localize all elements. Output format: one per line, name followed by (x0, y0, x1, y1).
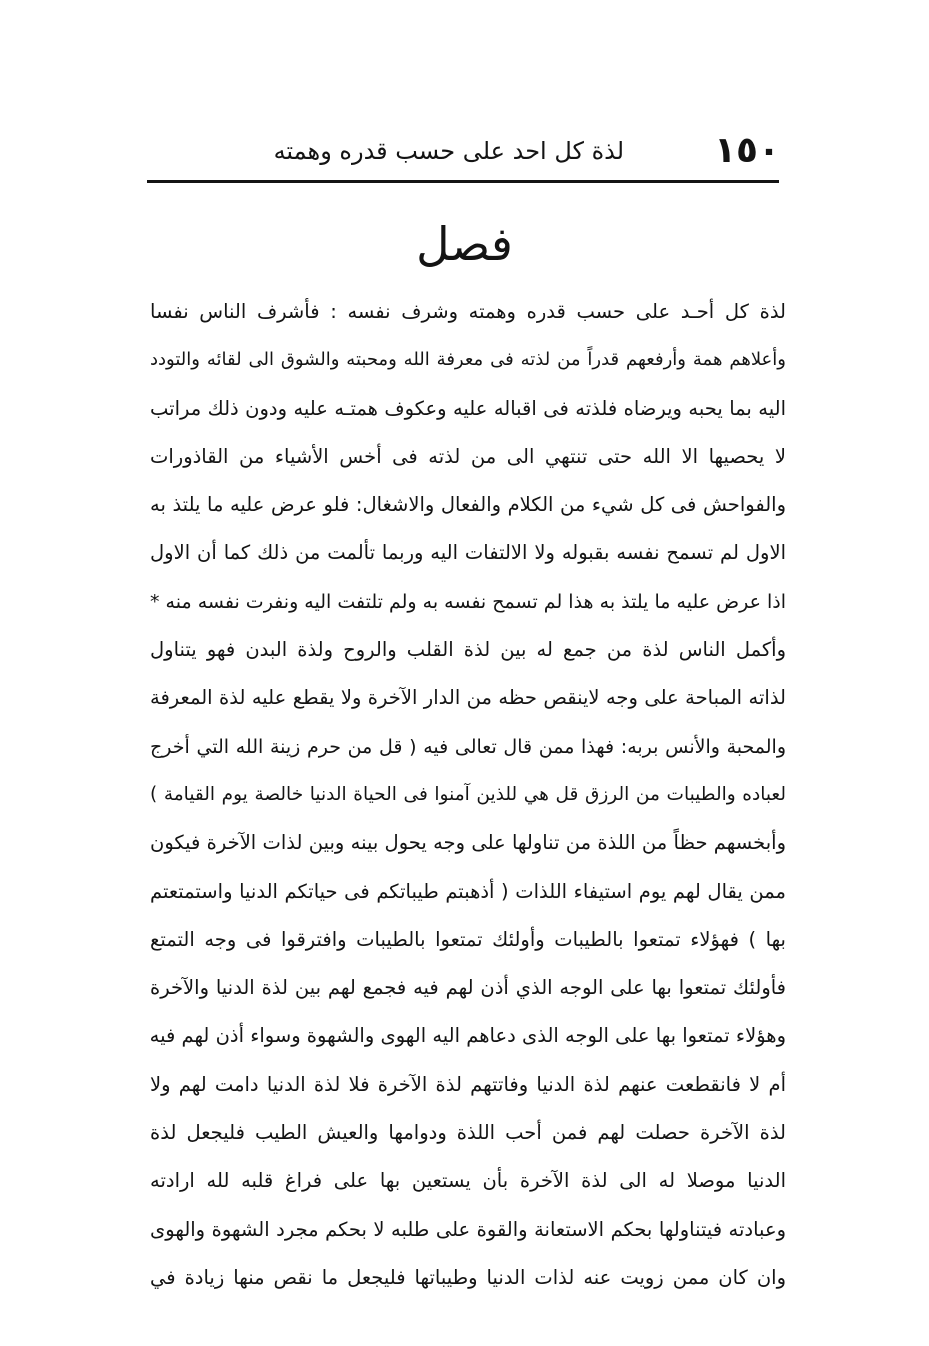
text-line: لذة كل أحـد على حسب قدره وهمته وشرف نفسه : فأشرف الناس نفسا (150, 300, 786, 323)
text-line: لا يحصيها الا الله حتى تنتهي الى من لذته فى أخس الأشياء من القاذورات (150, 444, 786, 468)
page-number: ١٥٠ (714, 130, 780, 171)
text-line: لذة الآخرة حصلت لهم فمن أحب اللذة ودوامها والعيش الطيب فليجعل لذة (150, 1121, 786, 1145)
text-line: الدنيا موصلا له الى لذة الآخرة بأن يستعين بها على فراغ قلبه لله ارادته (150, 1169, 786, 1193)
text-line: وان كان ممن زويت عنه لذات الدنيا وطيباتها فليجعل ما نقص منها زيادة في (150, 1265, 786, 1289)
text-line: لذاته المباحة على وجه لاينقص حظه من الدار الآخرة ولا يقطع عليه لذة المعرفة (150, 686, 786, 710)
text-line: والفواحش فى كل شيء من الكلام والفعال والاشغال: فلو عرض عليه ما يلتذ به (150, 493, 786, 517)
text-line: فأولئك تمتعوا بها على الوجه الذي أذن لهم فيه فجمع لهم بين لذة الدنيا والآخرة (150, 976, 786, 1000)
text-line: لعباده والطيبات من الرزق قل هي للذين آمنوا فى الحياة الدنيا خالصة يوم القيامة ) (150, 783, 786, 805)
text-line: اذا عرض عليه ما يلتذ به هذا لم تسمح نفسه به ولم تلتفت اليه ونفرت نفسه منه * (150, 590, 786, 613)
text-line: والمحبة والأنس بربه: فهذا ممن قال تعالى فيه ( قل من حرم زينة الله التي أخرج (150, 735, 786, 758)
text-line: وأعلاهم همة وأرفعهم قدراً من لذته فى معرفة الله ومحبته والشوق الى لقائه والتودد (150, 349, 786, 371)
text-line: بها ) فهؤلاء تمتعوا بالطيبات وأولئك تمتعوا بالطيبات وافترقوا فى وجه التمتع (150, 927, 786, 951)
header-rule (147, 180, 779, 183)
text-line: وأكمل الناس لذة من جمع له بين لذة القلب والروح ولذة البدن فهو يتناول (150, 638, 786, 662)
text-line: وعبادته فيتناولها بحكم الاستعانة والقوة على طلبه لا بحكم مجرد الشهوة والهوى (150, 1217, 786, 1241)
text-line: وأبخسهم حظاً من اللذة من تناولها على وجه يحول بينه وبين لذات الآخرة فيكون (150, 831, 786, 855)
text-line: الاول لم تسمح نفسه بقبوله ولا الالتفات اليه وربما تألمت من ذلك كما أن الاول (150, 541, 786, 565)
text-line: اليه بما يحبه ويرضاه فلذته فى اقباله عليه وعكوف همتـه عليه ودون ذلك مراتب (150, 396, 786, 420)
text-line: وهؤلاء تمتعوا بها على الوجه الذى دعاهم اليه الهوى والشهوة وسواء أذن لهم فيه (150, 1024, 786, 1048)
text-line: أم لا فانقطعت عنهم لذة الدنيا وفاتتهم لذة الآخرة فلا لذة الدنيا دامت لهم ولا (150, 1072, 786, 1096)
body-text (150, 288, 786, 1302)
page-header (150, 128, 780, 174)
running-title: لذة كل احد على حسب قدره وهمته (273, 137, 625, 165)
text-line: ممن يقال لهم يوم استيفاء اللذات ( أذهبتم طيباتكم فى حياتكم الدنيا واستمتعتم (150, 879, 786, 903)
section-title: فصل (416, 217, 513, 271)
